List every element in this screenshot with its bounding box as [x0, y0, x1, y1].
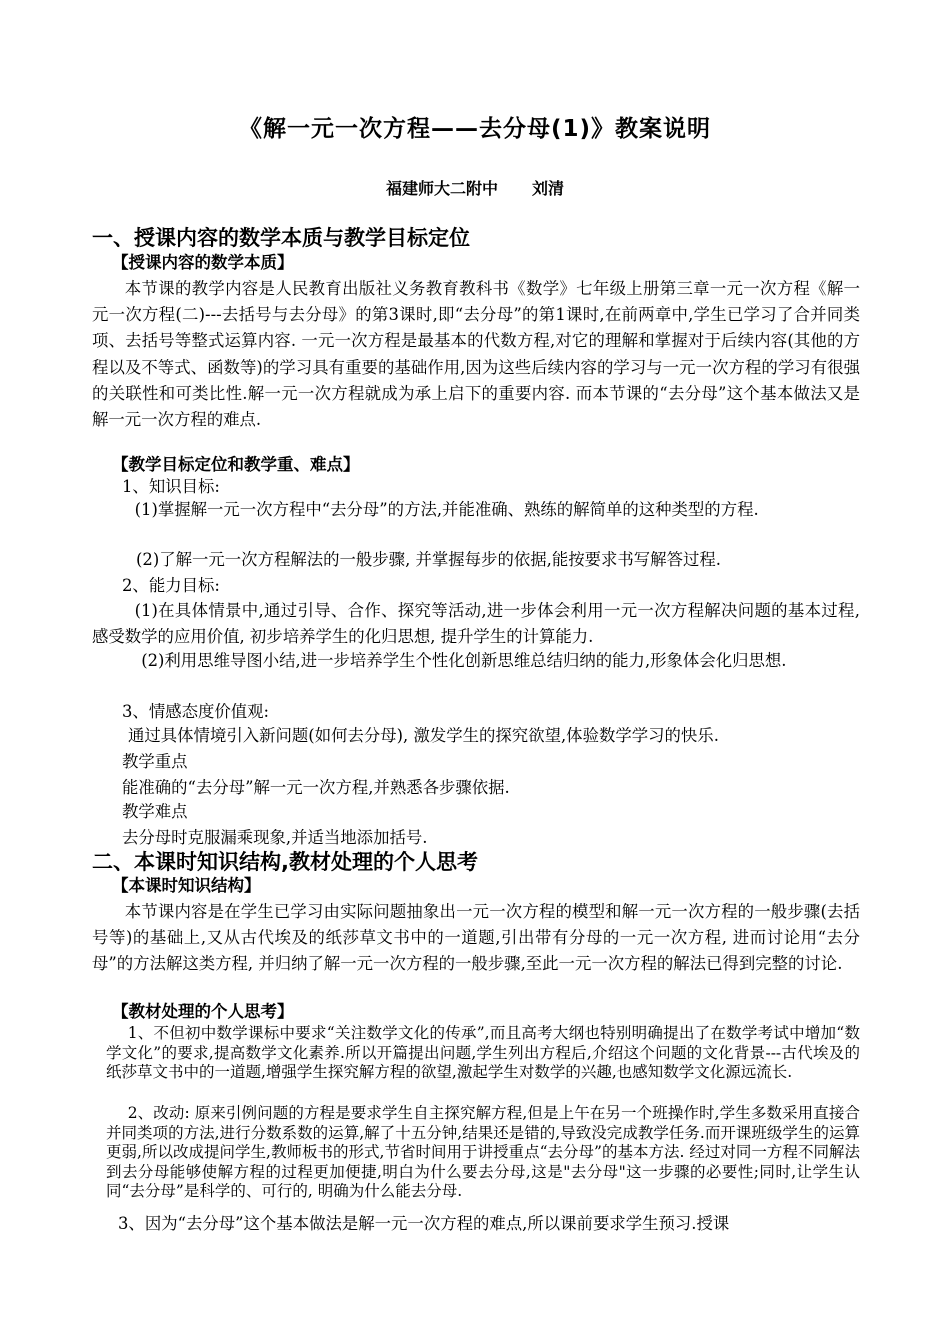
section-2-subheading-thoughts: 【教材处理的个人思考】 — [112, 1002, 294, 1021]
teaching-difficulty-text: 去分母时克服漏乘现象,并适当地添加括号. — [122, 828, 428, 847]
section-1-subheading-goals: 【教学目标定位和教学重、难点】 — [112, 455, 360, 474]
author-name: 刘清 — [532, 179, 565, 198]
thought-item-3: 3、因为“去分母”这个基本做法是解一元一次方程的难点,所以课前要求学生预习.授课 — [118, 1214, 730, 1233]
document-title: 《解一元一次方程——去分母(1)》教案说明 — [238, 116, 712, 142]
thought-item-2: 2、改动: 原来引例问题的方程是要求学生自主探究解方程,但是上午在另一个班操作时,学生多数采用直接合并同类项的方法,进行分数系数的运算,解了十五分钟,结果还是错的,导致没完成教学任务.而开课班级学生的运算更弱,所以改成提问学生,教师板书的形式,节省时间用于讲授重点“去分母”的基本方法. 经过对同一方程不同解法到去分母能够使解方程的过程更加便捷,明白为什么要去分母,这是"去分母"这一步骤的必要性;同时,让学生认同“去分母”是科学的、可行的, 明确为什么能去分母. — [106, 1104, 860, 1201]
section-1-subheading-essence: 【授课内容的数学本质】 — [112, 253, 294, 272]
knowledge-goal-label: 1、知识目标: — [122, 477, 220, 496]
section-1-heading: 一、授课内容的数学本质与教学目标定位 — [92, 226, 470, 250]
teaching-difficulty-label: 教学难点 — [122, 802, 188, 821]
teaching-key-label: 教学重点 — [122, 752, 188, 771]
teaching-key-text: 能准确的“去分母”解一元一次方程,并熟悉各步骤依据. — [122, 778, 510, 797]
ability-goal-label: 2、能力目标: — [122, 576, 220, 595]
ability-goal-1: (1)在具体情景中,通过引导、合作、探究等活动,进一步体会利用一元一次方程解决问题的基本过程, 感受数学的应用价值, 初步培养学生的化归思想, 提升学生的计算能力. — [92, 601, 860, 647]
knowledge-goal-2: (2)了解一元一次方程解法的一般步骤, 并掌握每步的依据,能按要求书写解答过程. — [136, 550, 721, 569]
section-2-subheading-structure: 【本课时知识结构】 — [112, 876, 261, 895]
section-2-paragraph: 本节课内容是在学生已学习由实际问题抽象出一元一次方程的模型和解一元一次方程的一般步骤(去括号等)的基础上,又从古代埃及的纸莎草文书中的一道题,引出带有分母的一元一次方程, 进而讨论用“去分母”的方法解这类方程, 并归纳了解一元一次方程的一般步骤,至此一元一次方程的解法已得到完整的讨论. — [92, 902, 860, 974]
author-line — [0, 176, 950, 199]
knowledge-goal-1: (1)掌握解一元一次方程中“去分母”的方法,并能准确、熟练的解简单的这种类型的方程. — [134, 500, 759, 519]
thought-item-1: 1、不但初中数学课标中要求“关注数学文化的传承”,而且高考大纲也特别明确提出了在数学考试中增加“数学文化”的要求,提高数学文化素养.所以开篇提出问题,学生列出方程后,介绍这个问题的文化背景---古代埃及的纸莎草文书中的一道题,增强学生探究解方程的欲望,激起学生对数学的兴趣,也感知数学文化源远流长. — [106, 1024, 860, 1082]
ability-goal-2: (2)利用思维导图小结,进一步培养学生个性化创新思维总结归纳的能力,形象体会化归思想. — [141, 651, 787, 670]
section-1-paragraph: 本节课的教学内容是人民教育出版社义务教育教科书《数学》七年级上册第三章一元一次方程《解一元一次方程(二)---去括号与去分母》的第3课时,即“去分母”的第1课时,在前两章中,学生已学习了合并同类项、去括号等整式运算内容. 一元一次方程是最基本的代数方程,对它的理解和掌握对于后续内容(其他的方程以及不等式、函数等)的学习具有重要的基础作用,因为这些后续内容的学习与一元一次方程的学习有很强的关联性和可类比性.解一元一次方程就成为承上启下的重要内容. 而本节课的“去分母”这个基本做法又是解一元一次方程的难点. — [92, 279, 860, 430]
section-2-heading: 二、本课时知识结构,教材处理的个人思考 — [92, 850, 478, 874]
emotion-goal-label: 3、情感态度价值观: — [122, 702, 270, 721]
author-school: 福建师大二附中 — [385, 179, 498, 198]
emotion-goal-1: 通过具体情境引入新问题(如何去分母), 激发学生的探究欲望,体验数学学习的快乐. — [128, 726, 719, 745]
